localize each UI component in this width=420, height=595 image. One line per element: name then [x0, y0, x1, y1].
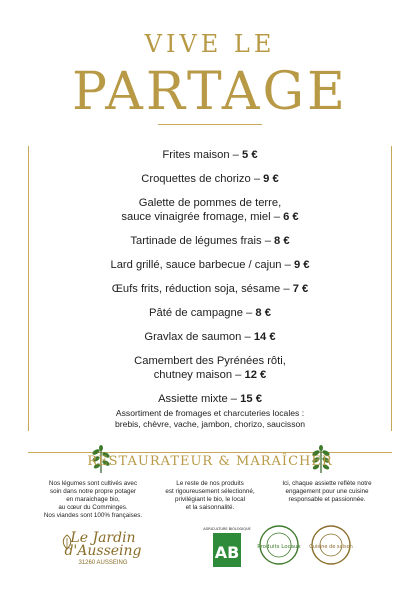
footer-text-line: Le reste de nos produits: [176, 480, 244, 487]
item-label: Œufs frits, réduction soja, sésame –: [111, 283, 293, 295]
item-price: 8 €: [274, 235, 290, 247]
footer-text-products: [160, 480, 260, 512]
restaurant-logo: [58, 532, 148, 566]
menu-item: [0, 196, 420, 224]
menu-item: [0, 172, 420, 186]
logo-name-line2: d'Ausseing: [64, 543, 142, 559]
item-price: 6 €: [283, 211, 299, 223]
menu-item: [0, 392, 420, 430]
item-price: 14 €: [253, 331, 276, 343]
item-label: Croquettes de chorizo –: [141, 173, 264, 185]
item-label: Assiette mixte –: [158, 393, 241, 405]
footer-text-line: responsable et passionnée.: [288, 496, 366, 503]
footer-text-line: Nos viandes sont 100% françaises.: [43, 512, 143, 519]
item-label: sauce vinaigrée fromage, miel –: [121, 211, 284, 223]
footer-text-engagement: [268, 480, 386, 504]
menu-item: [0, 148, 420, 162]
item-label: Lard grillé, sauce barbecue / cajun –: [110, 259, 294, 271]
page-title: PARTAGE: [72, 62, 348, 122]
item-label: Pâté de campagne –: [149, 307, 256, 319]
item-price: 9 €: [293, 259, 310, 271]
title-top: VIVE LE: [144, 30, 276, 58]
logo-name-line1: Le Jardin: [70, 530, 136, 546]
item-description: [0, 408, 420, 430]
footer-text-vegetables: [34, 480, 152, 520]
menu-item: [0, 306, 420, 320]
logo-address: 31260 AUSSEING: [78, 560, 128, 566]
item-price: 5 €: [242, 149, 258, 161]
footer-text-line: privilégiant le bio, le local: [174, 496, 245, 503]
local-products-badge-icon: [258, 524, 300, 566]
item-description-line: Assortiment de fromages et charcuteries locales :: [115, 408, 305, 418]
item-label-line1: Galette de pommes de terre,: [138, 197, 282, 209]
footer-title: RESTAURATEUR & MARAÎCHER: [87, 454, 333, 469]
footer-text-line: Ici, chaque assiette reflète notre: [282, 480, 372, 487]
item-price: 8 €: [255, 307, 271, 319]
menu-list: [0, 148, 420, 440]
menu-item: [0, 330, 420, 344]
footer-text-line: engagement pour une cuisine: [285, 488, 369, 495]
seasonal-badge-text: Cuisine de saison: [309, 544, 353, 550]
seasonal-cuisine-badge-icon: [310, 524, 352, 566]
item-description-line: brebis, chèvre, vache, jambon, chorizo, saucisson: [114, 419, 306, 429]
footer-text-line: et la saisonnalité.: [185, 504, 235, 511]
footer-text-line: est rigoureusement sélectionné,: [165, 488, 255, 495]
item-price: 9 €: [263, 173, 279, 185]
ab-badge-mark: AB: [214, 543, 240, 562]
item-price: 12 €: [244, 369, 267, 381]
item-label: chutney maison –: [153, 369, 245, 381]
footer-text-line: en maraichage bio,: [66, 496, 120, 503]
item-label: Frites maison –: [162, 149, 243, 161]
item-label: Gravlax de saumon –: [144, 331, 254, 343]
leaf-logo-icon: [60, 534, 74, 550]
menu-item: [0, 354, 420, 382]
item-price: 15 €: [240, 393, 262, 405]
footer-text-line: soin dans notre propre potager: [49, 488, 137, 495]
organic-ab-badge-icon: [203, 524, 251, 570]
title-divider: [158, 124, 262, 125]
item-label: Tartinade de légumes frais –: [130, 235, 275, 247]
footer-text-line: Nos légumes sont cultivés avec: [48, 480, 138, 487]
item-price: 7 €: [292, 283, 309, 295]
ab-badge-top-text: AGRICULTURE BIOLOGIQUE: [203, 527, 251, 531]
footer-text-line: au cœur du Comminges.: [58, 504, 128, 511]
local-badge-text: Produits Locaux: [257, 544, 301, 550]
menu-item: [0, 282, 420, 296]
menu-item: [0, 258, 420, 272]
item-label-line1: Camembert des Pyrénées rôti,: [134, 355, 286, 367]
menu-item: [0, 234, 420, 248]
